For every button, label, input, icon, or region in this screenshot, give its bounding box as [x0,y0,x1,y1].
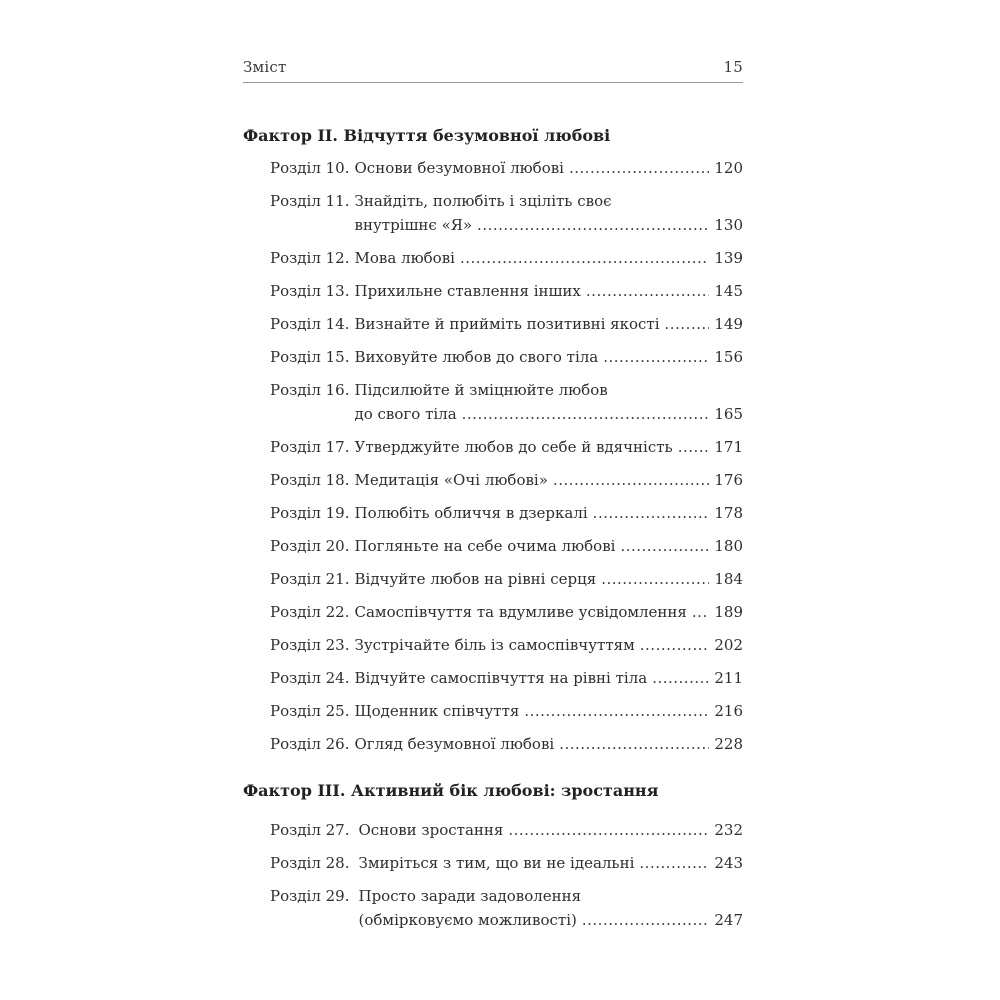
toc-section-factor-2 [243,126,743,756]
dot-leader [559,732,709,756]
chapter-page: 184 [714,570,743,588]
chapter-number: Розділ 24. [270,669,350,687]
chapter-page: 180 [714,537,743,555]
chapter-last-line [355,633,744,657]
toc-entry-chapter-14 [270,312,743,336]
chapter-title: Змиріться з тим, що ви не ідеальні [358,854,635,872]
dot-leader [462,402,710,426]
section-title: Фактор III. Активний бік любові: зростання [243,781,659,800]
toc-entry-chapter-22 [270,600,743,624]
chapter-title: Щоденник співчуття [354,702,520,720]
chapter-page: 202 [714,636,743,654]
chapter-title: Основи безумовної любові [354,159,564,177]
toc-entry-chapter-12 [270,246,743,270]
chapter-page: 156 [714,348,743,366]
chapter-last-line [355,468,744,492]
chapter-page: 171 [714,438,743,456]
chapter-number: Розділ 28. [270,854,350,872]
toc-entry-chapter-24 [270,666,743,690]
chapter-title: Прихильне ставлення інших [354,282,581,300]
chapter-number: Розділ 20. [270,537,350,555]
toc-entry-chapter-25 [270,699,743,723]
chapter-body [355,501,744,525]
dot-leader [586,279,709,303]
chapter-page: 178 [714,504,743,522]
chapter-body [355,345,744,369]
chapter-body [359,884,744,932]
chapter-first-line [355,189,744,213]
chapter-number: Розділ 14. [270,315,350,333]
chapter-title: Огляд безумовної любові [354,735,555,753]
chapter-last-line [355,345,744,369]
chapter-body [355,534,744,558]
running-header-title: Зміст [243,58,287,76]
chapter-title: Медитація «Очі любові» [354,471,548,489]
chapter-number: Розділ 27. [270,821,350,839]
chapter-number: Розділ 19. [270,504,350,522]
toc-entry-chapter-20 [270,534,743,558]
toc-entry-chapter-16 [270,378,743,426]
chapter-last-line [355,732,744,756]
toc-entry-chapter-18 [270,468,743,492]
chapter-title: Погляньте на себе очима любові [354,537,616,555]
section-title: Фактор II. Відчуття безумовної любові [243,126,611,145]
chapter-last-line [355,501,744,525]
chapter-number: Розділ 10. [270,159,350,177]
chapter-last-line [359,818,744,842]
toc-entry-chapter-23 [270,633,743,657]
chapter-title: Виховуйте любов до свого тіла [354,348,599,366]
chapter-last-line [355,402,744,426]
chapter-page: 139 [714,249,743,267]
chapter-title: Утверджуйте любов до себе й вдячність [354,438,673,456]
chapter-body [355,279,744,303]
chapter-title-line-1: Підсилюйте й зміцнюйте любов [354,381,608,399]
dot-leader [477,213,709,237]
chapter-title: Відчуйте любов на рівні серця [354,570,597,588]
chapter-title-line-1: Знайдіть, полюбіть і зцiлiть своє [354,192,612,210]
chapter-body [355,435,744,459]
chapter-body [355,312,744,336]
chapter-body [355,666,744,690]
dot-leader [553,468,709,492]
chapter-page: 243 [714,854,743,872]
toc-entry-chapter-17 [270,435,743,459]
toc-entry-chapter-10 [270,156,743,180]
dot-leader [639,851,709,875]
chapter-last-line [355,435,744,459]
toc-entry-chapter-19 [270,501,743,525]
chapter-title: Основи зростання [358,821,504,839]
chapter-page: 145 [714,282,743,300]
chapter-title: (обмірковуємо можливості) [358,911,577,929]
chapter-number: Розділ 22. [270,603,350,621]
toc-section-factor-3 [243,781,743,932]
toc-entry-chapter-27 [270,818,743,842]
dot-leader [603,345,709,369]
toc-entry-chapter-13 [270,279,743,303]
chapter-body [359,818,744,842]
dot-leader [593,501,710,525]
dot-leader [665,312,710,336]
chapter-number: Розділ 26. [270,735,350,753]
chapter-page: 189 [714,603,743,621]
chapter-title: Визнайте й прийміть позитивні якості [354,315,660,333]
chapter-page: 216 [714,702,743,720]
toc-entry-chapter-26 [270,732,743,756]
chapter-title: до свого тіла [354,405,457,423]
chapter-title: Відчуйте самоспівчуття на рівні тіла [354,669,648,687]
chapter-page: 228 [714,735,743,753]
dot-leader [640,633,710,657]
chapter-last-line [355,534,744,558]
chapter-page: 211 [714,669,743,687]
chapter-title: Мова любові [354,249,455,267]
section-entries [243,156,743,756]
chapter-last-line [355,312,744,336]
chapter-last-line [359,908,744,932]
chapter-title: Самоспівчуття та вдумливе усвідомлення [354,603,687,621]
dot-leader [508,818,709,842]
chapter-page: 149 [714,315,743,333]
chapter-number: Розділ 21. [270,570,350,588]
chapter-body [355,633,744,657]
chapter-body [355,468,744,492]
chapter-number: Розділ 13. [270,282,350,300]
chapter-last-line [355,156,744,180]
dot-leader [601,567,709,591]
chapter-title: внутрішнє «Я» [354,216,473,234]
chapter-page: 120 [714,159,743,177]
chapter-page: 176 [714,471,743,489]
chapter-last-line [355,213,744,237]
chapter-number: Розділ 15. [270,348,350,366]
chapter-number: Розділ 11. [270,192,350,210]
chapter-title-line-1: Просто заради задоволення [358,887,582,905]
dot-leader [620,534,709,558]
running-header [243,58,743,83]
dot-leader [460,246,709,270]
dot-leader [678,435,710,459]
chapter-title: Зустрічайте біль із самоспівчуттям [354,636,635,654]
toc-entry-chapter-15 [270,345,743,369]
chapter-number: Розділ 23. [270,636,350,654]
chapter-body [355,732,744,756]
chapter-number: Розділ 18. [270,471,350,489]
toc-entry-chapter-28 [270,851,743,875]
chapter-page: 165 [714,405,743,423]
chapter-body [355,156,744,180]
chapter-number: Розділ 16. [270,381,350,399]
chapter-body [355,189,744,237]
chapter-body [355,378,744,426]
chapter-body [355,567,744,591]
chapter-page: 232 [714,821,743,839]
section-entries [243,818,743,932]
toc-entry-chapter-11 [270,189,743,237]
chapter-last-line [355,279,744,303]
dot-leader [569,156,709,180]
chapter-body [359,851,744,875]
chapter-first-line [359,884,744,908]
chapter-body [355,699,744,723]
chapter-page: 247 [714,911,743,929]
chapter-number: Розділ 17. [270,438,350,456]
toc-entry-chapter-29 [270,884,743,932]
chapter-page: 130 [714,216,743,234]
chapter-last-line [355,567,744,591]
chapter-last-line [355,699,744,723]
chapter-last-line [355,666,744,690]
dot-leader [652,666,709,690]
chapter-last-line [355,600,744,624]
chapter-first-line [355,378,744,402]
chapter-last-line [355,246,744,270]
running-header-page-number: 15 [723,58,743,76]
chapter-number: Розділ 29. [270,887,350,905]
chapter-last-line [359,851,744,875]
chapter-body [355,246,744,270]
dot-leader [582,908,709,932]
toc-entry-chapter-21 [270,567,743,591]
dot-leader [692,600,709,624]
toc-page [243,58,743,941]
chapter-title: Полюбіть обличчя в дзеркалі [354,504,588,522]
dot-leader [524,699,709,723]
chapter-number: Розділ 12. [270,249,350,267]
chapter-body [355,600,744,624]
chapter-number: Розділ 25. [270,702,350,720]
